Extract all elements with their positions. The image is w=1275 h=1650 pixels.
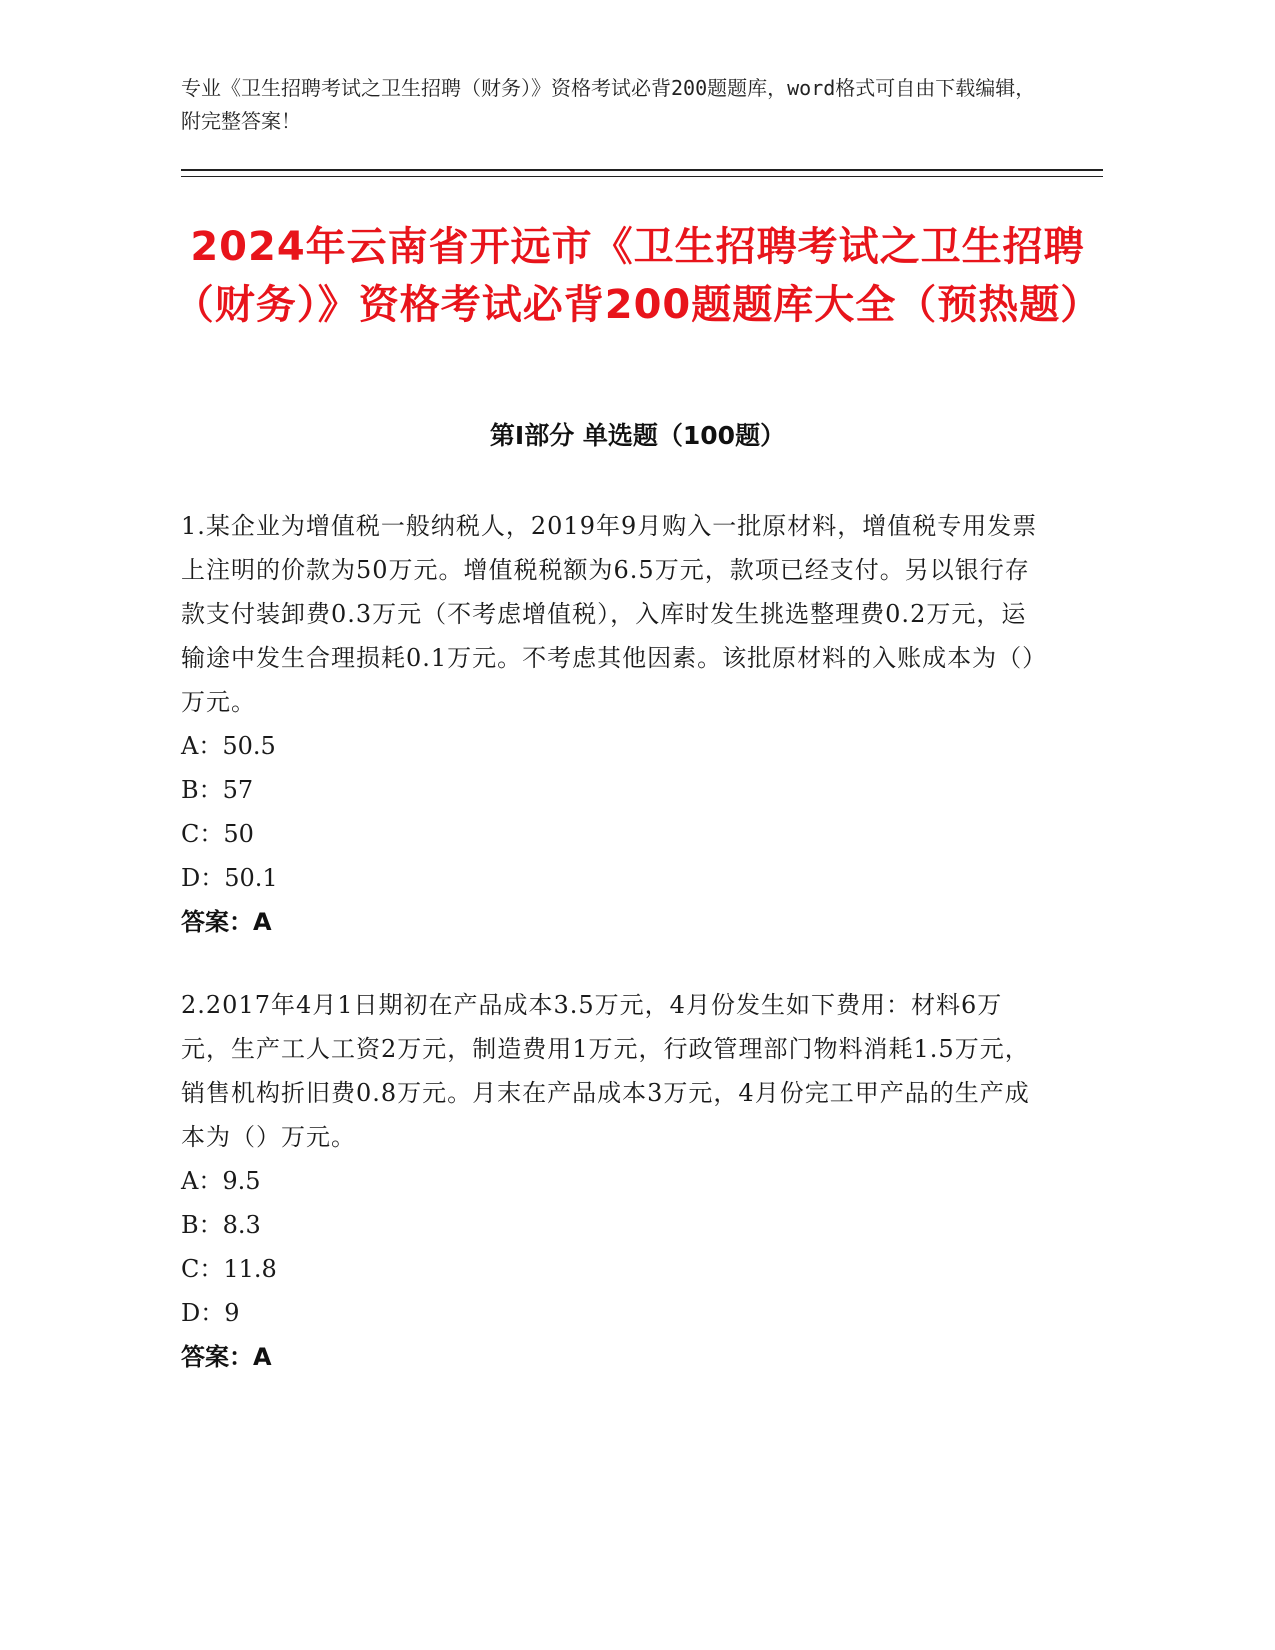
option-b: B：57	[181, 776, 254, 804]
answer-label: 答案：A	[181, 1343, 272, 1371]
header-note: 专业《卫生招聘考试之卫生招聘（财务）》资格考试必背200题题库，word格式可自由下载编辑，附完整答案！	[181, 76, 1036, 133]
answer-label: 答案：A	[181, 908, 272, 936]
option-a: A：9.5	[181, 1167, 261, 1195]
question-2	[181, 983, 1051, 1379]
option-d: D：50.1	[181, 864, 278, 892]
document-title: 2024年云南省开远市《卫生招聘考试之卫生招聘（财务）》资格考试必背200题题库大全（预热题）	[173, 224, 1102, 328]
question-1	[181, 504, 1051, 944]
question-stem: 1.某企业为增值税一般纳税人，2019年9月购入一批原材料，增值税专用发票上注明的价款为50万元。增值税税额为6.5万元，款项已经支付。另以银行存款支付装卸费0.3万元（不考虑增值税），入库时发生挑选整理费0.2万元，运输途中发生合理损耗0.1万元。不考虑其他因素。该批原材料的入账成本为（）万元。	[181, 512, 1048, 716]
header-rule-thin	[181, 176, 1103, 177]
option-d: D：9	[181, 1299, 240, 1327]
option-b: B：8.3	[181, 1211, 261, 1239]
question-stem: 2.2017年4月1日期初在产品成本3.5万元，4月份发生如下费用：材料6万元，生产工人工资2万元，制造费用1万元，行政管理部门物料消耗1.5万元，销售机构折旧费0.8万元。月末在产品成本3万元，4月份完工甲产品的生产成本为（）万元。	[181, 991, 1030, 1151]
section-title: 第I部分 单选题（100题）	[489, 421, 786, 450]
header-rule-thick	[181, 169, 1103, 171]
option-a: A：50.5	[181, 732, 276, 760]
option-c: C：50	[181, 820, 254, 848]
option-c: C：11.8	[181, 1255, 277, 1283]
